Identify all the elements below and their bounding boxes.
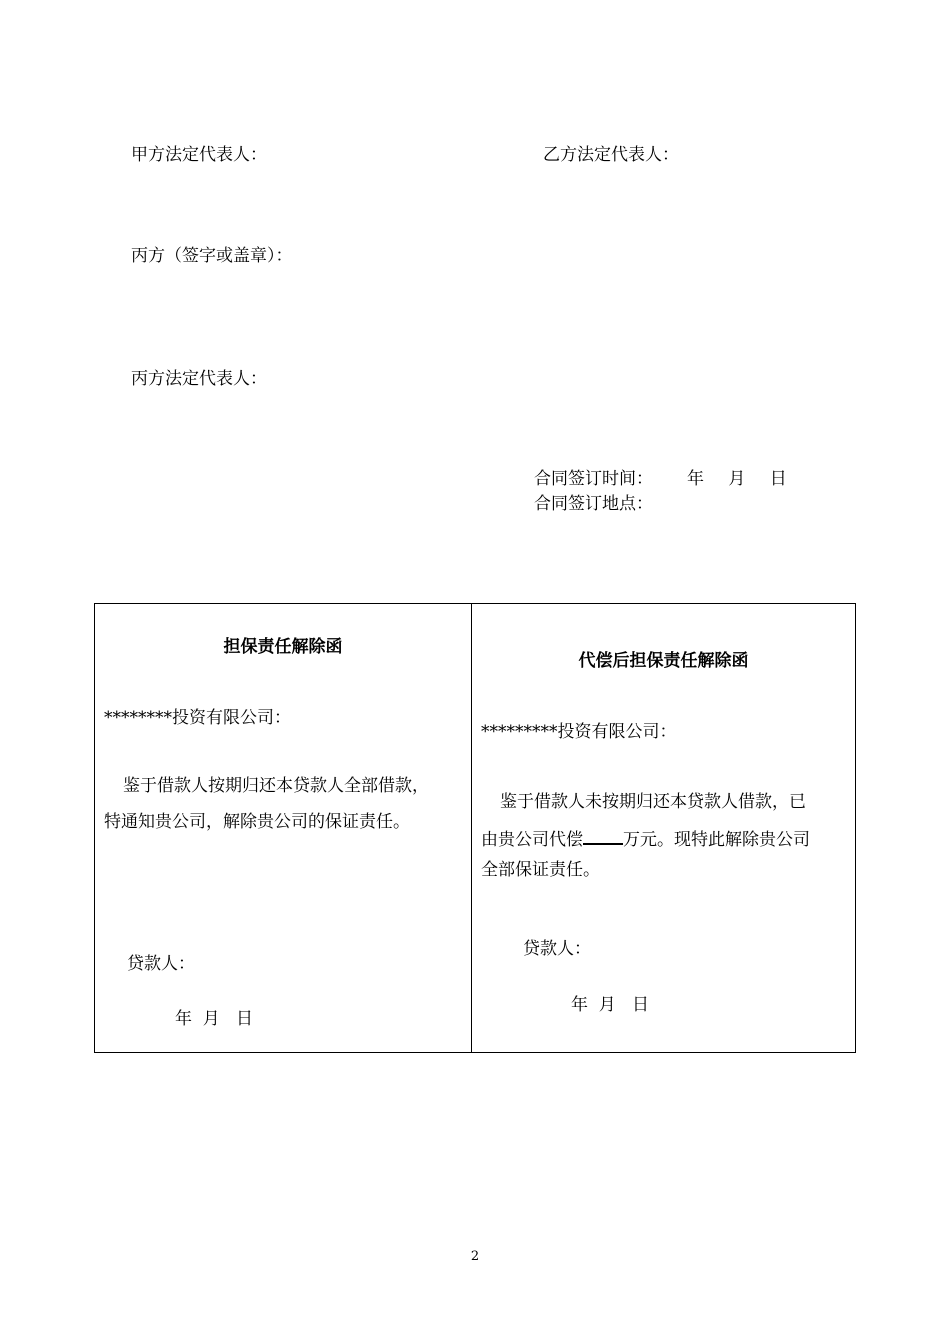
letter-body-line: 鉴于借款人按期归还本贷款人全部借款， — [123, 776, 429, 796]
letter-addressee: *********投资有限公司： — [481, 722, 677, 742]
letter-date: 年 月 日 — [175, 1009, 254, 1029]
amount-blank — [583, 828, 623, 845]
release-letters-table — [94, 603, 856, 1053]
lender-label: 贷款人： — [523, 939, 591, 959]
letter-body-line — [481, 828, 810, 849]
contract-date-label: 合同签订时间： — [534, 469, 653, 489]
post-compensation-release-letter — [472, 604, 855, 1052]
letter-title: 代偿后担保责任解除函 — [578, 651, 749, 671]
page-number: 2 — [470, 1249, 480, 1264]
letter-title: 担保责任解除函 — [223, 637, 343, 657]
letter-addressee: ********投资有限公司： — [104, 708, 291, 728]
contract-place-label: 合同签订地点： — [534, 494, 653, 514]
party-b-representative-label: 乙方法定代表人： — [543, 145, 679, 165]
guarantee-release-letter — [95, 604, 471, 1052]
letter-date: 年 月 日 — [571, 995, 650, 1015]
body-suffix: 万元。现特此解除贵公司 — [623, 830, 810, 850]
party-c-representative-label: 丙方法定代表人： — [131, 369, 267, 389]
party-a-representative-label: 甲方法定代表人： — [131, 145, 267, 165]
lender-label: 贷款人： — [127, 954, 195, 974]
body-prefix: 由贵公司代偿 — [481, 830, 583, 850]
letter-body-line: 全部保证责任。 — [481, 860, 600, 880]
letter-body-line: 鉴于借款人未按期归还本贷款人借款，已 — [500, 792, 806, 812]
party-c-signature-label: 丙方（签字或盖章）： — [131, 246, 293, 266]
letter-body-line: 特通知贵公司，解除贵公司的保证责任。 — [104, 812, 410, 832]
contract-date-placeholder: 年 月 日 — [687, 469, 787, 489]
